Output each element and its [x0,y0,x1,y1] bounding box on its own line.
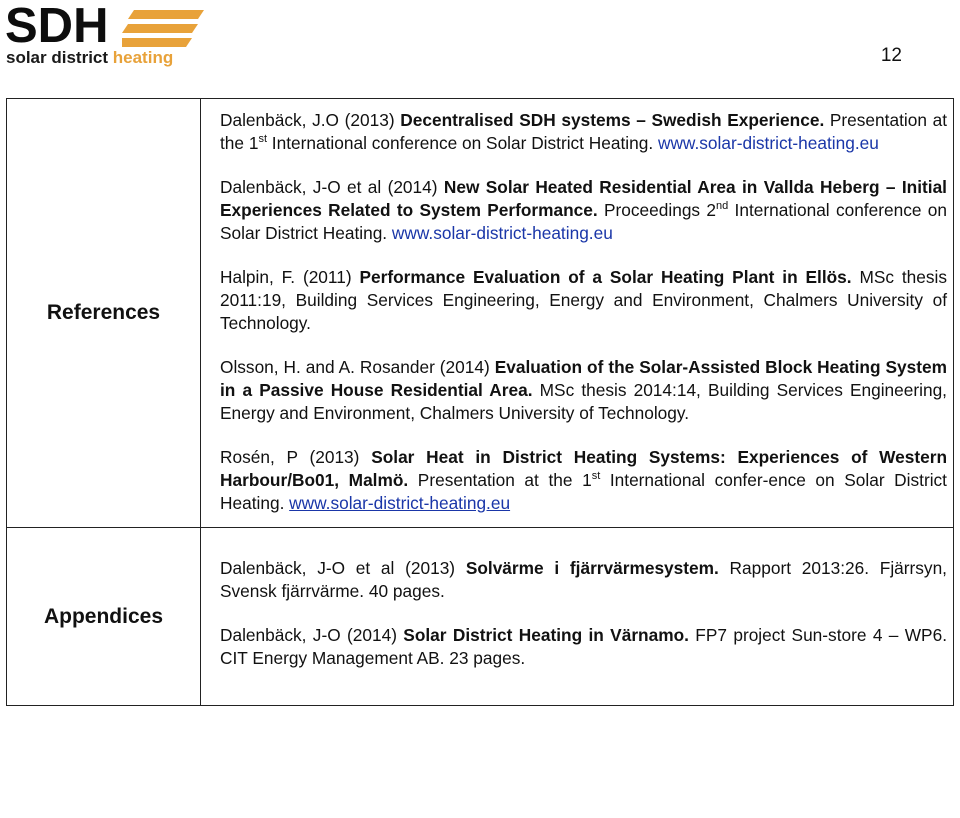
appendices-label: Appendices [7,528,201,706]
reference-title: Performance Evaluation of a Solar Heating Plant in Ellös. [359,267,852,287]
appendix-item: Dalenbäck, J-O (2014) Solar District Heating in Värnamo. FP7 project Sun-store 4 – WP6. CIT Energy Management AB. 23 pages. [220,625,947,668]
logo-tagline [6,48,173,68]
appendix-item: Dalenbäck, J-O et al (2013) Solvärme i fjärrvärmesystem. Rapport 2013:26. Fjärrsyn, Svensk fjärrvärme. 40 pages. [220,558,947,601]
reference-link[interactable]: www.solar-district-heating.eu [657,133,879,153]
appendices-content [201,528,954,706]
logo-tagline-orange: heating [112,48,174,67]
references-row [7,99,954,528]
appendix-title: Solvärme i fjärrvärmesystem. [465,558,719,578]
reference-item: Halpin, F. (2011) Performance Evaluation of a Solar Heating Plant in Ellös. MSc thesis 2011:19, Building Services Engineering, Energy and Environment, Chalmers University of Technology. [220,267,948,333]
logo-wordmark: SDH [5,0,109,53]
reference-link[interactable]: www.solar-district-heating.eu [391,223,613,243]
reference-title: Decentralised SDH systems – Swedish Experience. [400,110,825,130]
references-table [6,98,954,706]
references-label: References [7,99,201,528]
references-content [201,99,954,528]
reference-item: Olsson, H. and A. Rosander (2014) Evaluation of the Solar-Assisted Block Heating System in a Passive House Residential Area. MSc thesis 2014:14, Building Services Engineering, Energy and Environment, Chalmers University of Technology. [220,357,947,423]
reference-title: Solar Heat in District Heating Systems: Experiences of Western Harbour/Bo01, Malmö. [220,447,947,490]
logo-tagline-dark: solar district [6,48,113,67]
appendix-title: Solar District Heating in Värnamo. [403,625,689,645]
reference-item: Dalenbäck, J.O (2013) Decentralised SDH systems – Swedish Experience. Presentation at the 1st International conference on Solar District Heating. www.solar-district-heating.eu [220,110,947,153]
reference-title: New Solar Heated Residential Area in Vallda Heberg – Initial Experiences Related to System Performance. [220,177,947,220]
reference-item: Dalenbäck, J-O et al (2014) New Solar Heated Residential Area in Vallda Heberg – Initial Experiences Related to System Performance. Proceedings 2nd International conference on Solar District Heating. www.solar-district-heating.eu [220,177,947,243]
logo-stripes-icon [122,10,204,48]
reference-title: Evaluation of the Solar-Assisted Block Heating System in a Passive House Residential Area. [220,357,947,400]
reference-link[interactable]: www.solar-district-heating.eu [289,493,511,513]
sdh-logo [4,2,204,72]
appendices-row [7,528,954,706]
page-number: 12 [880,45,902,66]
reference-item: Rosén, P (2013) Solar Heat in District Heating Systems: Experiences of Western Harbour/Bo01, Malmö. Presentation at the 1st International confer-ence on Solar District Heating. www.solar-district-heating.eu [220,447,947,513]
